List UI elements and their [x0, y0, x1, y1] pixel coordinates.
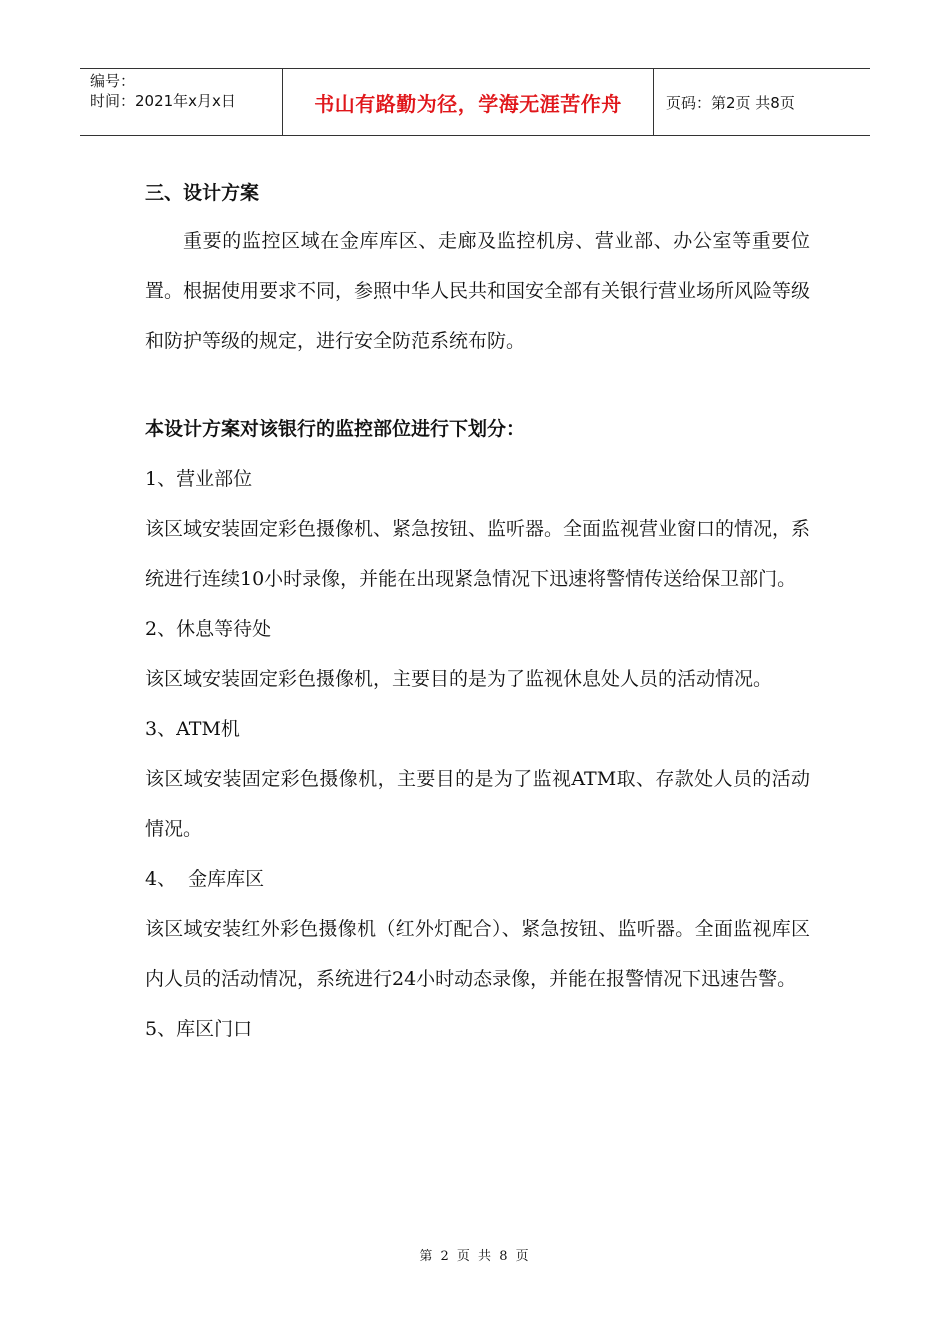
intro-paragraph: 重要的监控区域在金库库区、走廊及监控机房、营业部、办公室等重要位置。根据使用要求不同，参照中华人民共和国安全部有关银行营业场所风险等级和防护等级的规定，进行安全防范系统布防。 — [145, 230, 811, 352]
document-date: 时间：2021年x月x日 — [90, 92, 236, 110]
page-header — [80, 68, 870, 136]
item-body-business-area: 该区域安装固定彩色摄像机、紧急按钮、监听器。全面监视营业窗口的情况，系统进行连续10小时录像，并能在出现紧急情况下迅速将警情传送给保卫部门。 — [145, 518, 811, 590]
document-body — [145, 170, 810, 1054]
section-title: 三、设计方案 — [145, 182, 260, 204]
item-body-waiting-area: 该区域安装固定彩色摄像机，主要目的是为了监视休息处人员的活动情况。 — [145, 668, 773, 690]
document-number: 编号： — [90, 72, 136, 90]
header-meta — [80, 69, 282, 135]
item-title-vault-entrance: 5、库区门口 — [145, 1018, 253, 1040]
header-page-info: 页码：第2页 共8页 — [666, 93, 795, 112]
item-title-atm: 3、ATM机 — [145, 718, 240, 740]
item-body-vault: 该区域安装红外彩色摄像机（红外灯配合）、紧急按钮、监听器。全面监视库区内人员的活动情况，系统进行24小时动态录像，并能在报警情况下迅速告警。 — [145, 918, 810, 990]
item-title-waiting-area: 2、休息等待处 — [145, 618, 272, 640]
paragraph-spacer — [145, 366, 810, 404]
item-title-vault: 4、 金库库区 — [145, 868, 265, 890]
page-footer: 第 2 页 共 8 页 — [419, 1249, 531, 1264]
item-title-business-area: 1、营业部位 — [145, 468, 253, 490]
subheading: 本设计方案对该银行的监控部位进行下划分： — [145, 418, 526, 440]
item-body-atm: 该区域安装固定彩色摄像机，主要目的是为了监视ATM取、存款处人员的活动情况。 — [145, 768, 810, 840]
header-motto: 书山有路勤为径，学海无涯苦作舟 — [282, 69, 654, 135]
